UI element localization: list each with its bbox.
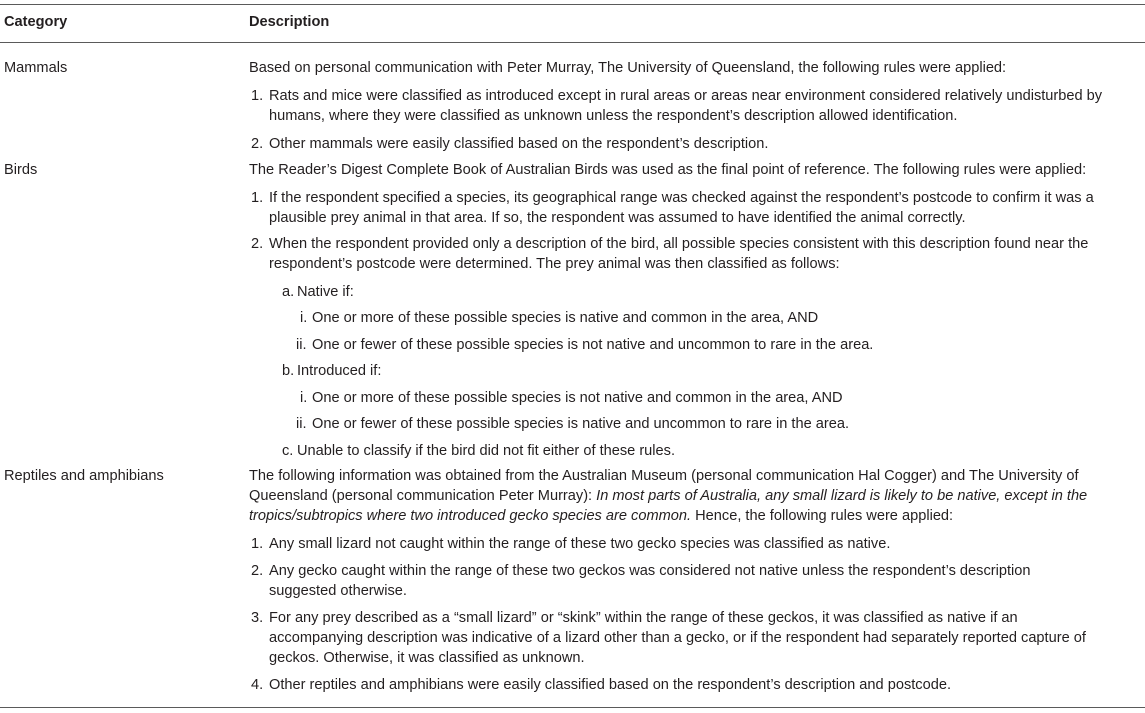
item-text: accompanying description was indicative of a lizard other than a gecko, or if the respondent had separately reported capture of [269,630,1086,646]
table-header-row [0,12,1145,36]
subitem-number: i. [300,390,308,406]
item-number: 1. [251,536,264,552]
intro-text: The Reader’s Digest Complete Book of Australian Birds was used as the final point of reference. The following rules were applied: [249,162,1087,178]
table-top-rule [0,4,1145,5]
item-number: 2. [251,563,264,579]
intro-italic-text: In most parts of Australia, any small lizard is likely to be native, except in the [596,488,1088,504]
intro-text: The following information was obtained from the Australian Museum (personal communication Hal Cogger) and The University of [249,468,1079,484]
table-header-rule [0,42,1145,43]
subitem-number: ii. [296,416,307,432]
item-number: 1. [251,88,264,104]
subitem-text: One or more of these possible species is native and common in the area, AND [312,310,819,326]
intro-italic-text: tropics/subtropics where two introduced gecko species are common. [249,508,692,524]
item-text: If the respondent specified a species, its geographical range was checked against the respondent’s postcode to confirm it was a [269,190,1094,206]
subitem-text: Introduced if: [297,363,382,379]
category-cell: Mammals [4,60,68,76]
item-text: geckos. Otherwise, it was classified as unknown. [269,650,585,666]
header-description: Description [249,14,330,30]
subitem-number: i. [300,310,308,326]
subitem-text: One or fewer of these possible species is native and uncommon to rare in the area. [312,416,850,432]
item-text: Any small lizard not caught within the range of these two gecko species was classified as native. [269,536,891,552]
item-text: respondent’s postcode were determined. The prey animal was then classified as follows: [269,256,840,272]
subitem-text: Native if: [297,284,354,300]
item-text: suggested otherwise. [269,583,407,599]
subitem-text: Unable to classify if the bird did not fit either of these rules. [297,443,676,459]
subitem-text: One or more of these possible species is not native and common in the area, AND [312,390,843,406]
item-number: 1. [251,190,264,206]
subitem-number: b. [282,363,295,379]
category-cell: Birds [4,162,38,178]
category-cell: Reptiles and amphibians [4,468,164,484]
subitem-number: a. [282,284,295,300]
item-text: For any prey described as a “small lizard” or “skink” within the range of these geckos, it was classified as native if an [269,610,1018,626]
item-number: 2. [251,236,264,252]
item-number: 2. [251,136,264,152]
item-text: Other mammals were easily classified based on the respondent’s description. [269,136,769,152]
item-number: 4. [251,677,264,693]
subitem-text: One or fewer of these possible species is not native and uncommon to rare in the area. [312,337,874,353]
intro-text: tropics/subtropics where two introduced gecko species are common. Hence, the following rules were applied: [249,508,954,524]
item-text: Any gecko caught within the range of these two geckos was considered not native unless the respondent’s description [269,563,1031,579]
intro-text: Based on personal communication with Peter Murray, The University of Queensland, the following rules were applied: [249,60,1007,76]
subitem-number: c. [282,443,294,459]
item-number: 3. [251,610,264,626]
item-text: When the respondent provided only a description of the bird, all possible species consistent with this description found near the [269,236,1089,252]
intro-text: Queensland (personal communication Peter Murray): In most parts of Australia, any small lizard is likely to be native, except in the [249,488,1088,504]
item-text: Other reptiles and amphibians were easily classified based on the respondent’s description and postcode. [269,677,951,693]
header-category: Category [4,14,68,30]
table-bottom-rule [0,707,1145,708]
subitem-number: ii. [296,337,307,353]
item-text: humans, where they were classified as unknown unless the respondent’s description allowed identification. [269,108,958,124]
item-text: plausible prey animal in that area. If so, the respondent was assumed to have identified the animal correctly. [269,210,966,226]
item-text: Rats and mice were classified as introduced except in rural areas or areas near environment considered relatively undisturbed by [269,88,1103,104]
